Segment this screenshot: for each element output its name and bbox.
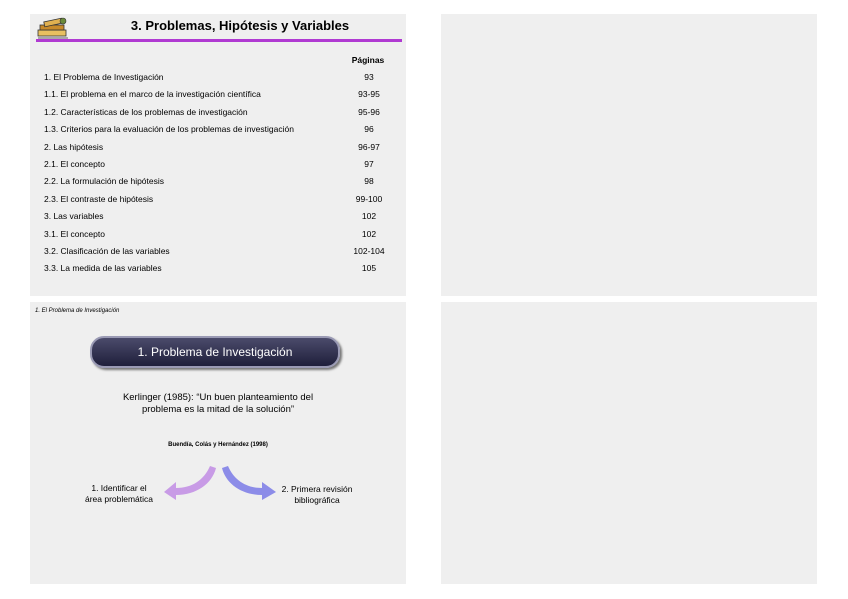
slide-blank-top: [441, 14, 817, 296]
toc-pages: 97: [364, 159, 374, 169]
section-banner: [90, 336, 340, 368]
step-line: 1. Identificar el: [91, 483, 147, 493]
step-literature-review: [262, 484, 372, 506]
quote-line: problema es la mitad de la solución”: [141, 404, 295, 415]
step-line: área problemática: [84, 494, 154, 504]
toc-label: 3. Las variables: [44, 211, 104, 222]
step-line: 2. Primera revisión: [281, 484, 353, 494]
quote-line: Kerlinger (1985): “Un buen planteamiento del: [122, 392, 314, 403]
toc-pages: 93: [364, 72, 374, 82]
title-underline: [36, 39, 402, 42]
toc-row: [44, 211, 394, 223]
toc-row: [44, 159, 394, 171]
toc-label: 3.2. Clasificación de las variables: [44, 246, 170, 256]
toc-label: 3.1. El concepto: [44, 228, 105, 239]
toc-row: [44, 263, 394, 275]
toc-label: 1.1. El problema en el marco de la investigación científica: [44, 89, 261, 100]
books-icon: [36, 16, 72, 40]
toc-label: 2.3. El contraste de hipótesis: [44, 193, 154, 204]
toc-label: 1.2. Características de los problemas de investigación: [44, 106, 248, 117]
toc-pages: 102: [361, 211, 377, 222]
slide-title-bar: [30, 14, 406, 40]
kerlinger-quote: [70, 392, 366, 416]
toc-pages: 102: [361, 228, 377, 239]
toc-label: 2. Las hipótesis: [44, 141, 104, 152]
toc-row: [44, 89, 394, 101]
toc-label: 3.3. La medida de las variables: [44, 263, 162, 274]
toc-pages: 96-97: [358, 141, 380, 152]
toc-label: 1. El Problema de Investigación: [44, 72, 164, 82]
toc-row: [44, 246, 394, 258]
toc-pages: 95-96: [358, 106, 380, 117]
slide-blank-bottom: [441, 302, 817, 584]
toc-row: [44, 124, 394, 136]
toc-row: [44, 72, 394, 84]
banner-label: 1. Problema de Investigación: [137, 345, 293, 359]
toc-label: 2.1. El concepto: [44, 159, 105, 169]
toc-label: 2.2. La formulación de hipótesis: [44, 176, 165, 187]
pages-column-header: Páginas: [351, 55, 385, 65]
toc-row: [44, 142, 394, 154]
citation: Buendía, Colás y Hernández (1998): [168, 442, 268, 448]
slide-toc: [30, 14, 406, 296]
toc-pages: 105: [361, 263, 377, 274]
step-line: bibliográfica: [294, 495, 340, 505]
toc-row: [44, 194, 394, 206]
slide-small-title: 1. El Problema de Investigación: [35, 308, 120, 314]
toc-row: [44, 229, 394, 241]
toc-pages: 98: [364, 176, 374, 187]
toc-pages: 102-104: [353, 246, 385, 256]
toc-pages: 93-95: [358, 89, 380, 100]
toc-pages: 96: [364, 124, 374, 135]
slide-problem: [30, 302, 406, 584]
toc-label: 1.3. Criterios para la evaluación de los problemas de investigación: [44, 124, 294, 135]
step-identify-area: [64, 483, 174, 505]
toc-row: [44, 176, 394, 188]
toc-row: [44, 107, 394, 119]
toc-pages: 99-100: [355, 193, 383, 204]
slide-title: 3. Problemas, Hipótesis y Variables: [130, 18, 350, 33]
